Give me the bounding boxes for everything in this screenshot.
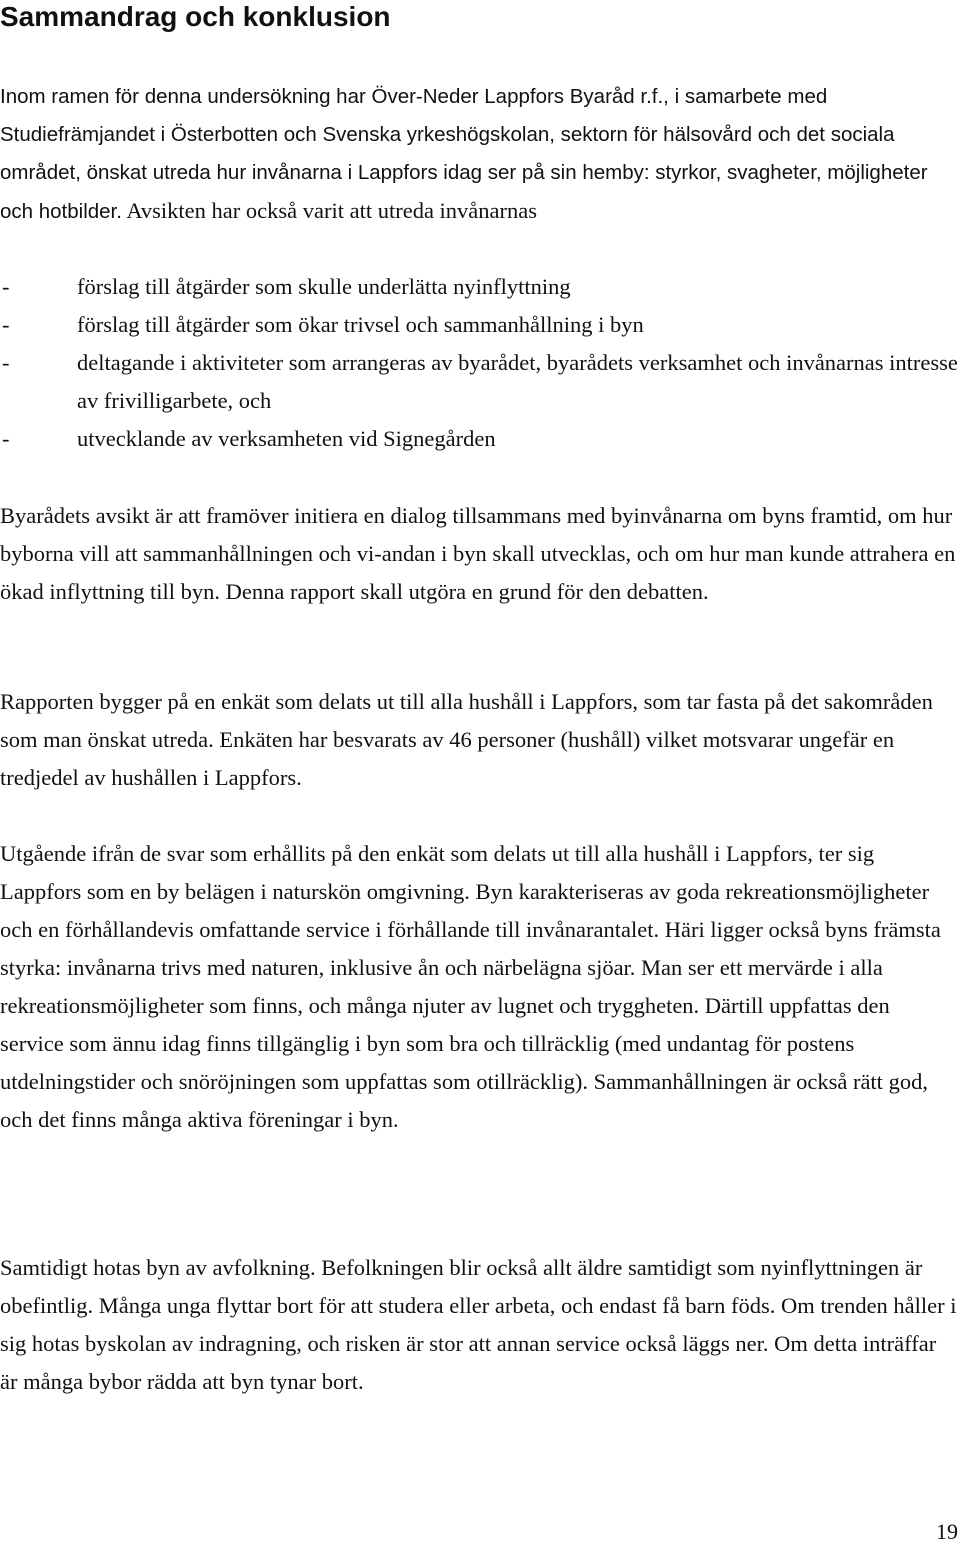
page-number: 19 <box>936 1519 958 1544</box>
paragraph-dialog: Byarådets avsikt är att framöver initiera en dialog tillsammans med byinvånarna om byns framtid, om hur byborna vill att sammanhållningen och vi-andan i byn skall utvecklas, och om hur man kunde attrahera en ökad inflyttning till byn. Denna rapport skall utgöra en grund för den debatten. <box>0 503 956 604</box>
list-item <box>0 344 958 420</box>
list-item <box>0 306 958 344</box>
list-dash: - <box>2 312 10 337</box>
list-item-text: deltagande i aktiviteter som arrangeras av byarådet, byarådets verksamhet och invånarnas intresse av frivilligarbete, och <box>77 350 958 413</box>
list-item-text: utvecklande av verksamheten vid Signegården <box>77 426 496 451</box>
list-dash: - <box>2 350 10 375</box>
list-item <box>0 420 958 458</box>
intro-paragraph <box>0 78 958 231</box>
intro-text-sans: Inom ramen för denna undersökning har Över-Neder Lappfors Byaråd r.f., i samarbete med Studiefrämjandet i Österbotten och Svenska yrkeshögskolan, sektorn för hälsovård och det sociala området, önskat utreda hur invånarna i Lappfors idag ser på sin hemby: styrkor, svagheter, möjligheter och hotbilder. <box>0 85 928 223</box>
goals-list <box>0 268 958 458</box>
paragraph-survey: Rapporten bygger på en enkät som delats ut till alla hushåll i Lappfors, som tar fasta på det sakområden som man önskat utreda. Enkäten har besvarats av 46 personer (hushåll) vilket motsvarar ungefär en tredjedel av hushållen i Lappfors. <box>0 689 933 790</box>
paragraph-threats: Samtidigt hotas byn av avfolkning. Befolkningen blir också allt äldre samtidigt som nyinflyttningen är obefintlig. Många unga flyttar bort för att studera eller arbeta, och endast få barn föds. Om trenden håller i sig hotas byskolan av indragning, och risken är stor att annan service också läggs ner. Om detta inträffar är många bybor rädda att byn tynar bort. <box>0 1255 957 1394</box>
list-item <box>0 268 958 306</box>
list-dash: - <box>2 274 10 299</box>
paragraph-strengths: Utgående ifrån de svar som erhållits på den enkät som delats ut till alla hushåll i Lappfors, ter sig Lappfors som en by belägen i naturskön omgivning. Byn karakteriseras av goda rekreationsmöjligheter och en förhållandevis omfattande service i förhållande till invånarantalet. Häri ligger också byns främsta styrka: invånarna trivs med naturen, inklusive ån och närbelägna sjöar. Man ser ett mervärde i alla rekreationsmöjligheter som finns, och många njuter av lugnet och tryggheten. Därtill uppfattas den service som ännu idag finns tillgänglig i byn som bra och tillräcklig (med undantag för postens utdelningstider och snöröjningen som uppfattas som otillräcklig). Sammanhållningen är också rätt god, och det finns många aktiva föreningar i byn. <box>0 841 941 1132</box>
page-title: Sammandrag och konklusion <box>0 1 391 32</box>
intro-text-serif: Avsikten har också varit att utreda invånarnas <box>121 198 538 223</box>
list-item-text: förslag till åtgärder som skulle underlätta nyinflyttning <box>77 274 571 299</box>
list-item-text: förslag till åtgärder som ökar trivsel och sammanhållning i byn <box>77 312 644 337</box>
list-dash: - <box>2 426 10 451</box>
